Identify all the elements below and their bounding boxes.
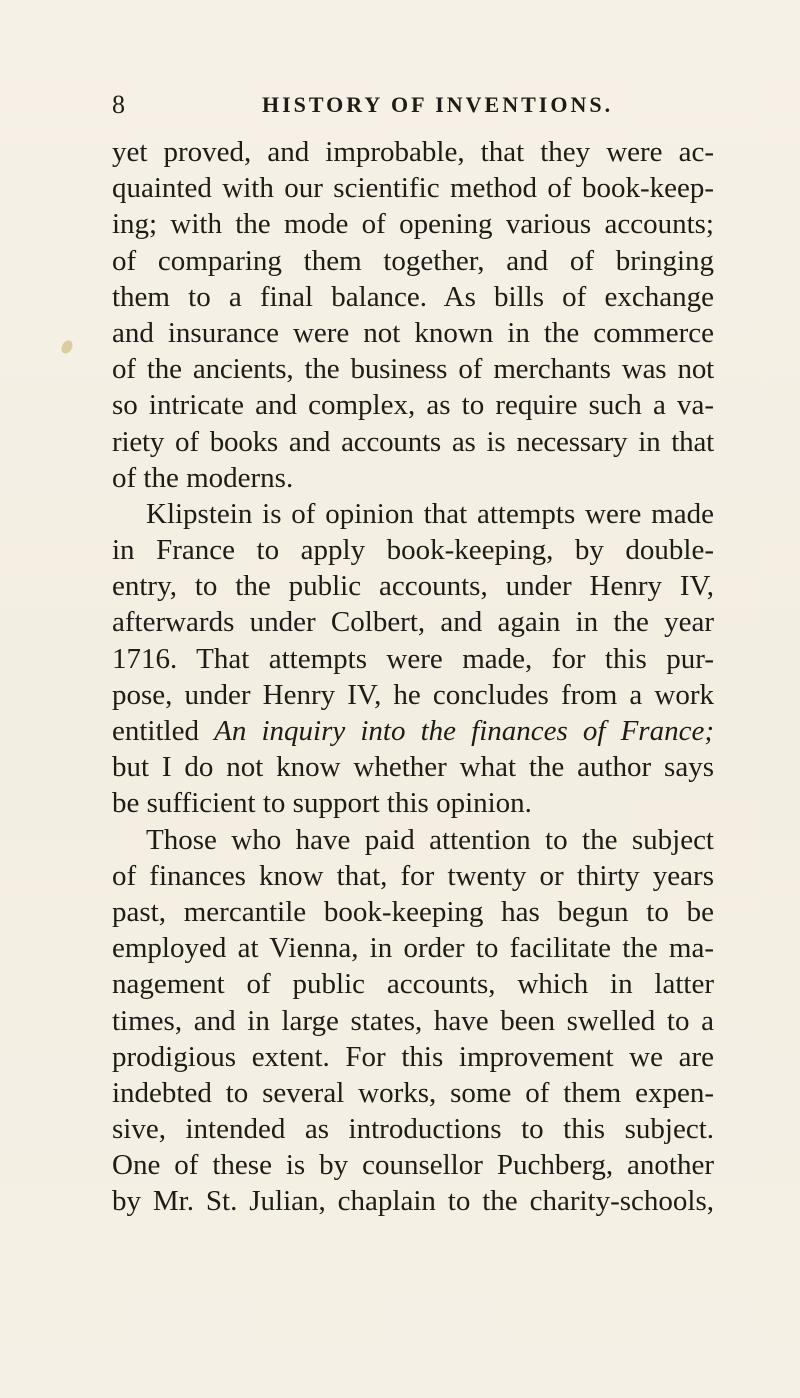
text-line: afterwards under Colbert, and again in the year [112,606,714,639]
text-line: yet proved, and improbable, that they were ac- [112,136,714,168]
text-line: ing; with the mode of opening various accounts; [112,208,714,241]
text-line: entry, to the public accounts, under Henry IV, [112,570,714,603]
body-text [112,134,714,1220]
text-line-with-title [112,713,714,749]
text-line: them to a final balance. As bills of exchange [112,280,714,313]
text-line: sive, intended as introductions to this subject. [112,1113,714,1146]
running-head: HISTORY OF INVENTIONS. [262,92,614,117]
text-line: of the moderns. [112,461,294,494]
text-line: so intricate and complex, as to require such a va- [112,389,714,422]
book-title: An inquiry into the finances of France; [214,715,714,747]
text-line: be sufficient to support this opinion. [112,787,532,820]
text-line: and insurance were not known in the commerce [112,316,714,349]
text-line: employed at Vienna, in order to facilitate the ma- [112,932,714,965]
text-line: in France to apply book-keeping, by double- [112,534,714,567]
text-line: 1716. That attempts were made, for this pur- [112,642,714,675]
text-line: past, mercantile book-keeping has begun to be [112,895,714,928]
line-prefix: entitled [112,715,215,747]
text-line: One of these is by counsellor Puchberg, another [112,1149,714,1182]
page-stain [59,338,75,355]
text-line: Those who have paid attention to the subject [146,823,714,856]
text-line: quainted with our scientific method of book-keep- [112,172,714,205]
text-line: nagement of public accounts, which in latter [112,968,714,1001]
text-line: times, and in large states, have been swelled to a [112,1004,714,1037]
text-line: riety of books and accounts as is necessary in that [112,425,714,458]
page-header [112,90,712,130]
page-number: 8 [112,90,126,119]
text-line: of finances know that, for twenty or thirty years [112,859,714,892]
text-line: indebted to several works, some of them expen- [112,1076,714,1109]
text-line: Klipstein is of opinion that attempts were made [146,497,714,530]
text-line: prodigious extent. For this improvement we are [112,1040,714,1073]
text-line: pose, under Henry IV, he concludes from a work [112,678,714,711]
text-line: of comparing them together, and of bringing [112,244,714,277]
text-line: of the ancients, the business of merchants was not [112,353,714,386]
text-line: but I do not know whether what the author says [112,751,714,784]
text-line: by Mr. St. Julian, chaplain to the charity-schools, [112,1185,714,1218]
